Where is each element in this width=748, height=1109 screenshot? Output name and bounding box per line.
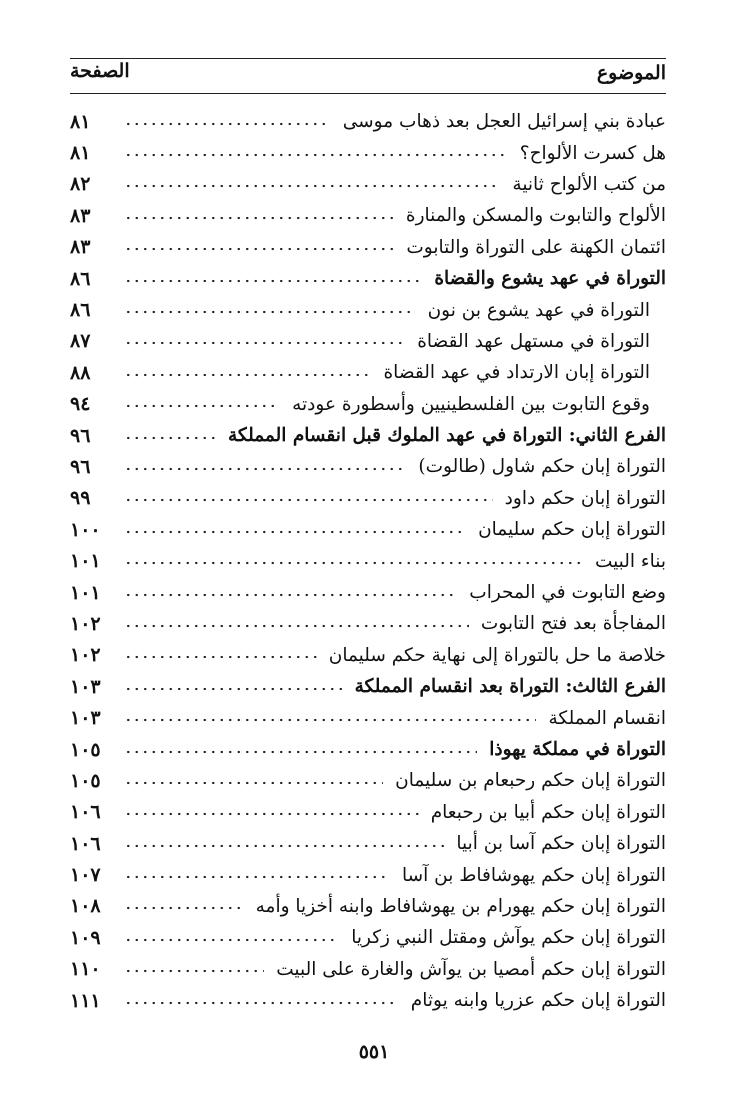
- toc-entry-title: التوراة إبان الارتداد في عهد القضاة: [383, 362, 650, 384]
- dot-leader: [124, 181, 500, 191]
- toc-entry-title: التوراة إبان حكم داود: [504, 487, 666, 509]
- dot-leader: [124, 841, 444, 851]
- toc-entry: [70, 640, 666, 671]
- dot-leader: [124, 150, 508, 160]
- dot-leader: [124, 872, 390, 882]
- toc-entry: [70, 671, 666, 702]
- dot-leader: [124, 464, 406, 474]
- dot-leader: [124, 935, 339, 945]
- toc-entry: [70, 514, 666, 545]
- dot-leader: [124, 276, 422, 286]
- toc-entry-page: ١١٠: [70, 958, 101, 981]
- dot-leader: [124, 998, 399, 1008]
- toc-entry-title: التوراة إبان حكم يهوشافاط بن آسا: [401, 864, 666, 886]
- toc-entry-title: التوراة إبان حكم رحبعام بن سليمان: [395, 770, 666, 792]
- dot-leader: [124, 966, 264, 976]
- toc-entry-title: من كتب الألواح ثانية: [512, 173, 666, 195]
- toc-entry-title: التوراة إبان حكم يوآش ومقتل النبي زكريا: [351, 927, 666, 949]
- toc-entry-page: ٨٨: [70, 361, 91, 384]
- toc-entry-page: ١٠٩: [70, 926, 101, 949]
- toc-entry-page: ٩٦: [70, 455, 91, 478]
- toc-entry-page: ٨٣: [70, 236, 91, 259]
- toc-entry-page: ١٠٥: [70, 738, 101, 761]
- toc-entry: [70, 985, 666, 1016]
- toc-entry: [70, 859, 666, 890]
- dot-leader: [124, 747, 477, 757]
- toc-entry: [70, 389, 666, 420]
- dot-leader: [124, 495, 493, 505]
- toc-entry-title: وقوع التابوت بين الفلسطينيين وأسطورة عودته: [292, 393, 650, 415]
- dot-leader: [124, 244, 394, 254]
- dot-leader: [124, 903, 244, 913]
- toc-entry: [70, 954, 666, 985]
- toc-entry-page: ١١١: [70, 989, 101, 1012]
- dot-leader: [124, 590, 457, 600]
- toc-entry-page: ٨٢: [70, 173, 91, 196]
- dot-leader: [124, 715, 536, 725]
- toc-entry-title: وضع التابوت في المحراب: [469, 582, 666, 604]
- toc-entry: [70, 765, 666, 796]
- dot-leader: [124, 558, 583, 568]
- dot-leader: [124, 527, 466, 537]
- dot-leader: [124, 684, 343, 694]
- toc-entry-page: ١٠٢: [70, 612, 101, 635]
- toc-entry-page: ١٠٠: [70, 518, 101, 541]
- dot-leader: [124, 621, 469, 631]
- toc-entry-title: بناء البيت: [594, 550, 666, 572]
- toc-entry-title: التوراة في عهد يشوع بن نون: [427, 299, 650, 321]
- toc-entry: [70, 545, 666, 576]
- toc-entry-title: التوراة إبان حكم يهورام بن يهوشافاط وابنه أخزيا وأمه: [255, 895, 666, 917]
- toc-entry-title: التوراة في مستهل عهد القضاة: [417, 330, 650, 352]
- toc-entry: [70, 420, 666, 451]
- toc-entry-title: ائتمان الكهنة على التوراة والتابوت: [406, 236, 666, 258]
- toc-entry-page: ١٠٦: [70, 832, 101, 855]
- dot-leader: [124, 778, 383, 788]
- toc-entry-title: هل كسرت الألواح؟: [519, 142, 666, 164]
- toc-entry-title: الألواح والتابوت والمسكن والمنارة: [405, 205, 666, 227]
- dot-leader: [124, 213, 394, 223]
- toc-entry: [70, 828, 666, 859]
- toc-entry-page: ١٠٨: [70, 895, 101, 918]
- toc-entry-title: الفرع الثالث: التوراة بعد انقسام المملكة: [354, 676, 666, 698]
- toc-entry-page: ١٠١: [70, 581, 101, 604]
- toc-entry-page: ٨٦: [70, 299, 91, 322]
- dot-leader: [124, 809, 419, 819]
- toc-entry-title: التوراة إبان حكم أبيا بن رحبعام: [430, 801, 666, 823]
- toc-entry-title: عبادة بني إسرائيل العجل بعد ذهاب موسى: [342, 111, 666, 133]
- toc-entry: [70, 702, 666, 733]
- toc-entry-page: ٨٦: [70, 267, 91, 290]
- toc-entry: [70, 891, 666, 922]
- toc-entry: [70, 608, 666, 639]
- toc-entry-title: انقسام المملكة: [548, 707, 666, 729]
- dot-leader: [124, 652, 317, 662]
- toc-entry-page: ٩٩: [70, 487, 91, 510]
- toc-entry-title: التوراة في مملكة يهوذا: [489, 739, 666, 760]
- dot-leader: [124, 338, 405, 348]
- toc-entry-title: التوراة إبان حكم آسا بن أبيا: [456, 833, 666, 855]
- dot-leader: [124, 401, 280, 411]
- toc-entry-page: ٨١: [70, 110, 91, 133]
- toc-entry: [70, 232, 666, 263]
- toc-entry: [70, 451, 666, 482]
- toc-entry-page: ١٠٣: [70, 675, 101, 698]
- toc-entry-title: التوراة في عهد يشوع والقضاة: [434, 268, 666, 290]
- toc-entry: [70, 734, 666, 765]
- toc-entry-title: التوراة إبان حكم أمصيا بن يوآش والغارة على البيت: [276, 958, 666, 980]
- toc-entry: [70, 483, 666, 514]
- toc-entry-page: ٨٧: [70, 330, 91, 353]
- dot-leader: [124, 433, 216, 443]
- toc-entry: [70, 169, 666, 200]
- dot-leader: [124, 307, 416, 317]
- toc-entry-page: ٨٣: [70, 204, 91, 227]
- toc-entry-title: التوراة إبان حكم سليمان: [478, 519, 666, 541]
- dot-leader: [124, 119, 331, 129]
- toc-entry: [70, 357, 666, 388]
- toc-entry-title: التوراة إبان حكم شاول (طالوت): [418, 456, 666, 478]
- toc-entry-title: خلاصة ما حل بالتوراة إلى نهاية حكم سليمان: [328, 644, 666, 666]
- toc-entry: [70, 797, 666, 828]
- toc-entry-page: ١٠٧: [70, 864, 101, 887]
- toc-entry-page: ١٠٣: [70, 707, 101, 730]
- toc-entry: [70, 577, 666, 608]
- toc-entry: [70, 106, 666, 137]
- toc-entry-page: ١٠٢: [70, 644, 101, 667]
- toc-entry-title: الفرع الثاني: التوراة في عهد الملوك قبل انقسام المملكة: [227, 425, 666, 447]
- toc-entry-page: ١٠٦: [70, 801, 101, 824]
- toc-entry-page: ١٠٥: [70, 769, 101, 792]
- toc-entry: [70, 200, 666, 231]
- toc-entry: [70, 137, 666, 168]
- dot-leader: [124, 370, 371, 380]
- toc-entry-page: ٩٤: [70, 393, 91, 416]
- table-of-contents: [70, 106, 666, 1016]
- toc-entry: [70, 326, 666, 357]
- toc-header: [70, 56, 666, 90]
- toc-entry-page: ١٠١: [70, 550, 101, 573]
- toc-entry: [70, 294, 666, 325]
- toc-entry: [70, 263, 666, 294]
- toc-entry: [70, 922, 666, 953]
- toc-entry-page: ٨١: [70, 142, 91, 165]
- topic-column-heading: الموضوع: [596, 62, 666, 84]
- page-column-heading: الصفحة: [70, 60, 130, 82]
- page-number: ٥٥١: [358, 1041, 390, 1063]
- toc-entry-title: المفاجأة بعد فتح التابوت: [480, 613, 666, 635]
- header-rule: [70, 93, 666, 94]
- toc-entry-page: ٩٦: [70, 424, 91, 447]
- toc-entry-title: التوراة إبان حكم عزريا وابنه يوثام: [410, 990, 666, 1012]
